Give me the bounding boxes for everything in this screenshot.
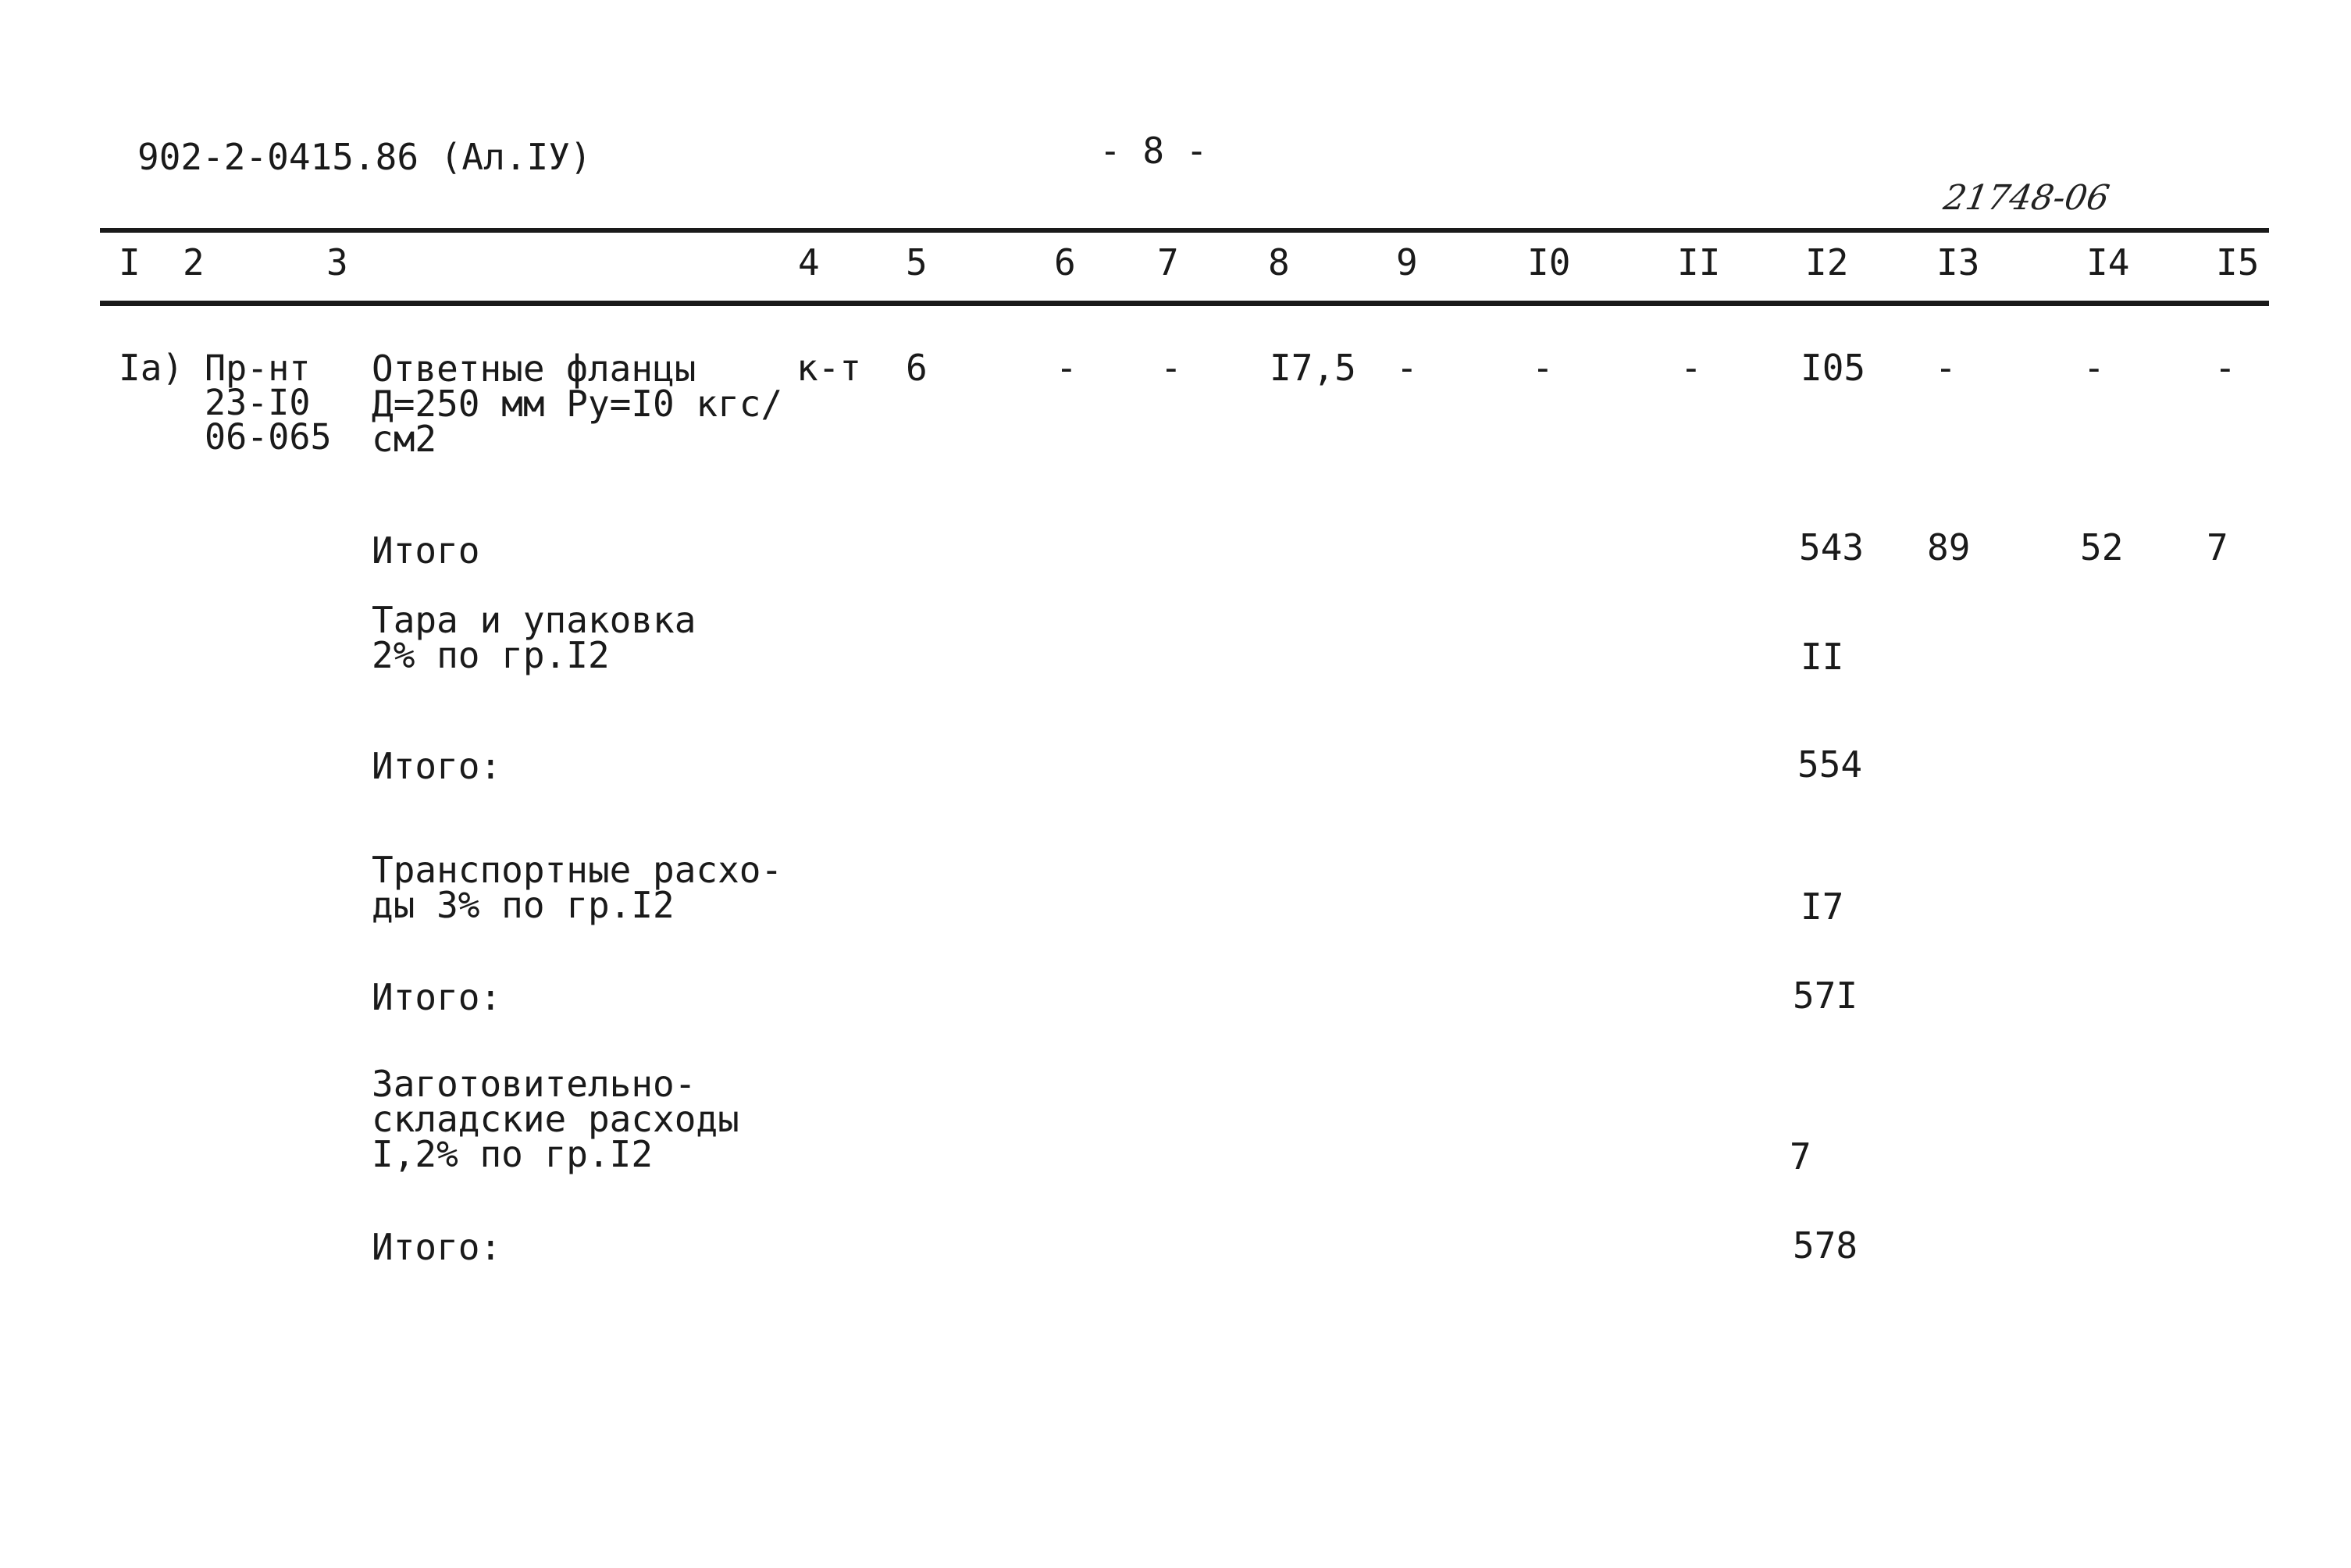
- col-header-13: I3: [1936, 241, 1980, 283]
- item-reference: Пр-нт 23-I0 06-065: [205, 347, 332, 458]
- item-col-8: I7,5: [1270, 347, 1356, 389]
- col-header-11: II: [1677, 241, 1721, 283]
- col-header-3: 3: [326, 241, 348, 283]
- summary-col-12: I7: [1801, 886, 1844, 928]
- col-header-15: I5: [2216, 241, 2260, 283]
- item-unit: к-т: [796, 347, 862, 389]
- col-header-5: 5: [906, 241, 928, 283]
- summary-label: Итого:: [372, 1226, 502, 1268]
- item-quantity: 6: [906, 347, 928, 389]
- item-number: Iа): [119, 347, 184, 389]
- item-col-6: -: [1056, 347, 1078, 389]
- item-col-12: I05: [1801, 347, 1866, 389]
- col-header-2: 2: [183, 241, 205, 283]
- item-col-13: -: [1935, 347, 1957, 389]
- table-top-rule: [100, 228, 2269, 233]
- col-header-6: 6: [1054, 241, 1076, 283]
- summary-label: Итого:: [372, 976, 502, 1018]
- summary-label: Итого: [372, 529, 480, 572]
- col-header-8: 8: [1268, 241, 1290, 283]
- summary-label: Итого:: [372, 745, 502, 787]
- summary-col-12: 554: [1797, 743, 1863, 786]
- document-code: 902-2-0415.86 (Ал.IУ): [137, 136, 592, 178]
- page-number: - 8 -: [1099, 130, 1208, 172]
- summary-label: Тара и упаковка 2% по гр.I2: [372, 599, 696, 677]
- handwritten-stamp: 21748-06: [1940, 178, 2113, 218]
- summary-label: Заготовительно- складские расходы I,2% по гр.I2: [372, 1063, 739, 1176]
- summary-col-15: 7: [2207, 526, 2228, 568]
- col-header-9: 9: [1396, 241, 1418, 283]
- summary-col-12: 543: [1799, 526, 1865, 568]
- col-header-1: I: [119, 241, 141, 283]
- summary-col-13: 89: [1927, 526, 1971, 568]
- col-header-10: I0: [1527, 241, 1571, 283]
- item-col-7: -: [1160, 347, 1182, 389]
- summary-label: Транспортные расхо- ды 3% по гр.I2: [372, 849, 783, 927]
- item-col-11: -: [1680, 347, 1702, 389]
- summary-col-12: 7: [1790, 1135, 1811, 1178]
- summary-col-12: 57I: [1793, 975, 1858, 1017]
- col-header-7: 7: [1157, 241, 1179, 283]
- item-col-9: -: [1396, 347, 1418, 389]
- item-name: Ответные фланцы Д=250 мм Ру=I0 кгс/ см2: [372, 347, 783, 461]
- item-col-10: -: [1532, 347, 1554, 389]
- summary-col-12: II: [1801, 636, 1844, 678]
- col-header-14: I4: [2086, 241, 2130, 283]
- summary-col-14: 52: [2080, 526, 2124, 568]
- item-col-15: -: [2214, 347, 2236, 389]
- item-col-14: -: [2083, 347, 2105, 389]
- col-header-12: I2: [1805, 241, 1849, 283]
- summary-col-12: 578: [1793, 1224, 1858, 1267]
- table-header-rule: [100, 301, 2269, 306]
- col-header-4: 4: [798, 241, 820, 283]
